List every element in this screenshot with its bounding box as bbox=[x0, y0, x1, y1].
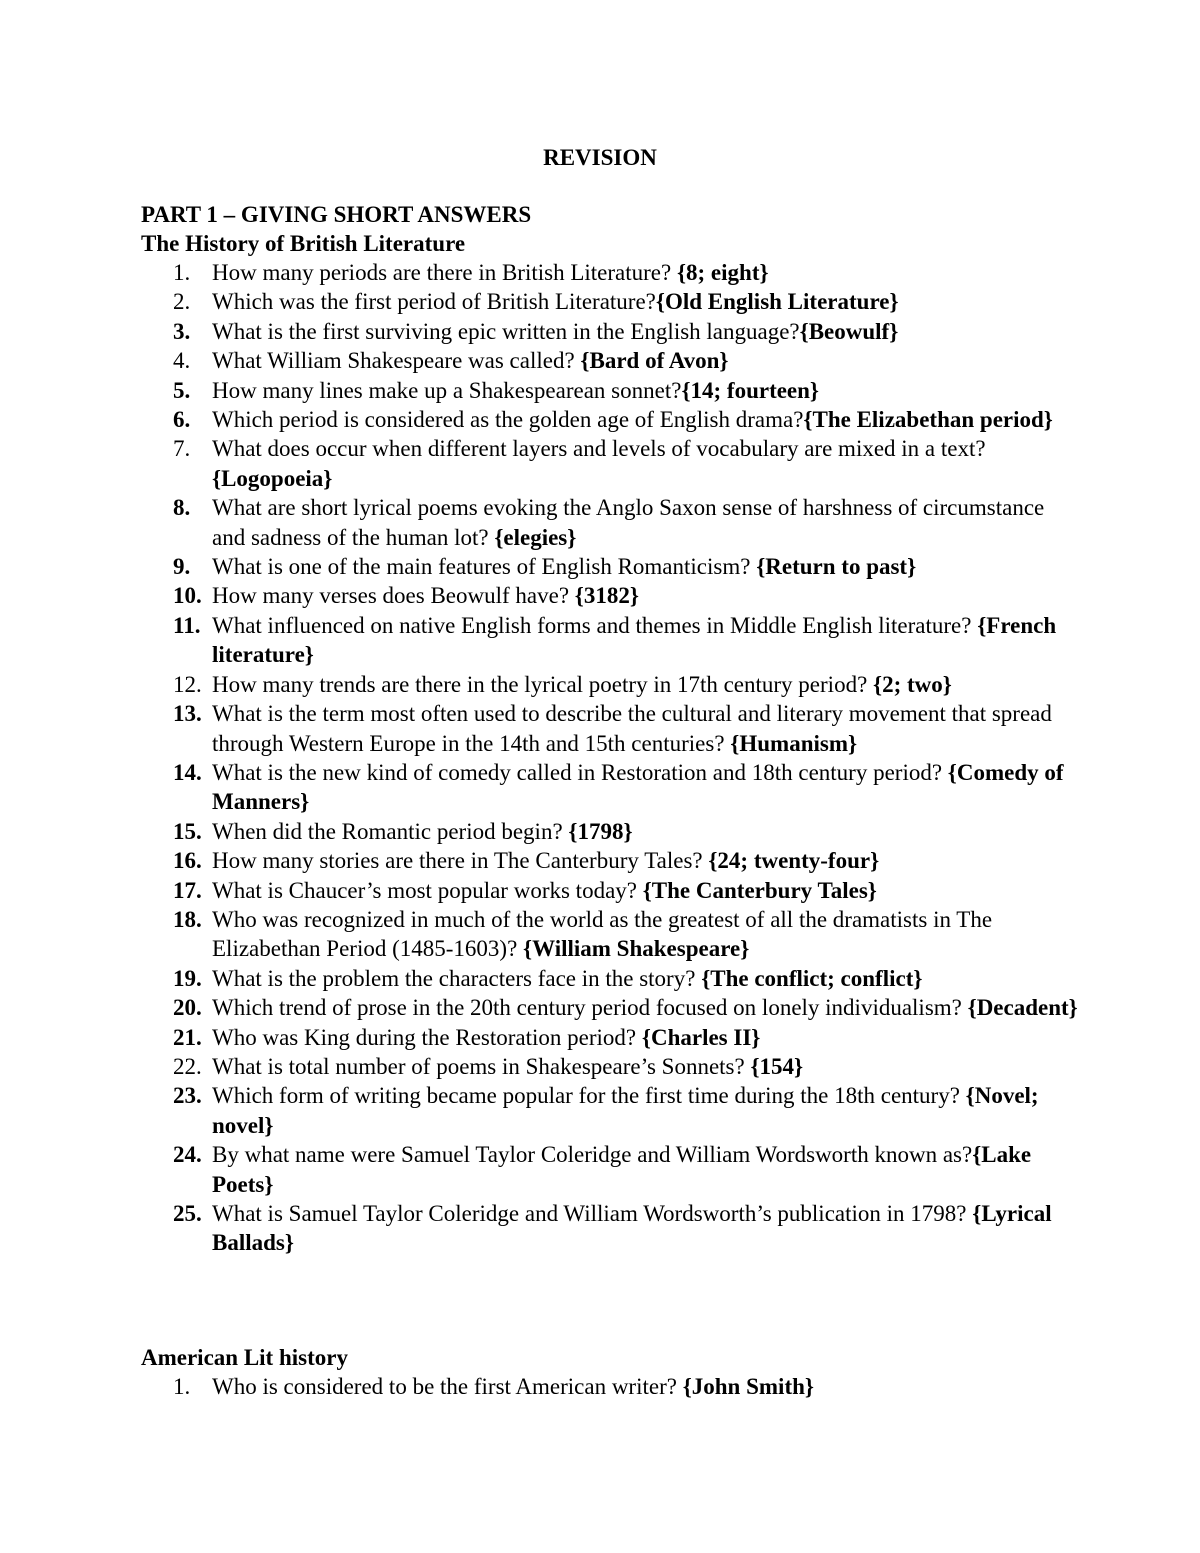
question-text: What are short lyrical poems evoking the Anglo Saxon sense of harshness of circumstance and sadness of the human lot? bbox=[212, 495, 1045, 550]
question-text: By what name were Samuel Taylor Coleridge and William Wordsworth known as? bbox=[212, 1142, 973, 1168]
question-item bbox=[141, 758, 1081, 817]
question-number: 3. bbox=[173, 318, 191, 344]
question-text: What influenced on native English forms and themes in Middle English literature? bbox=[212, 612, 978, 638]
question-answer: {8; eight} bbox=[676, 260, 769, 285]
question-number: 19. bbox=[173, 965, 202, 991]
section-heading: American Lit history bbox=[141, 1345, 348, 1370]
question-number: 13. bbox=[173, 701, 202, 727]
section-american-literature bbox=[141, 1343, 1081, 1401]
question-text: What is the new kind of comedy called in Restoration and 18th century period? bbox=[212, 759, 948, 785]
question-item bbox=[141, 346, 1081, 375]
question-list bbox=[141, 258, 1081, 1258]
question-answer: {Decadent} bbox=[967, 995, 1078, 1021]
question-item bbox=[141, 1052, 1081, 1081]
question-number: 23. bbox=[173, 1083, 202, 1109]
question-number: 25. bbox=[173, 1201, 202, 1226]
question-answer: {The conflict; conflict} bbox=[701, 965, 923, 991]
question-number: 24. bbox=[173, 1142, 202, 1168]
question-item bbox=[141, 258, 1081, 287]
question-item bbox=[141, 552, 1081, 581]
question-number: 17. bbox=[173, 877, 202, 903]
question-number: 2. bbox=[173, 289, 191, 315]
question-answer: {Humanism} bbox=[730, 730, 858, 756]
question-text: Which form of writing became popular for the first time during the 18th century? bbox=[212, 1083, 966, 1109]
document-title: REVISION bbox=[543, 145, 657, 170]
question-text: Who was recognized in much of the world as the greatest of all the dramatists in The Elizabethan Period (1485-1603)? bbox=[212, 906, 993, 962]
question-item bbox=[141, 581, 1081, 610]
question-item bbox=[141, 1140, 1081, 1199]
question-text: Who is considered to be the first American writer? bbox=[212, 1374, 683, 1399]
question-answer: {24; twenty-four} bbox=[708, 848, 880, 874]
question-text: What is Samuel Taylor Coleridge and William Wordsworth’s publication in 1798? bbox=[212, 1201, 973, 1226]
question-answer: {Old English Literature} bbox=[655, 289, 899, 315]
question-number: 11. bbox=[173, 612, 201, 638]
question-answer: {French literature} bbox=[212, 612, 1057, 668]
question-answer: {The Canterbury Tales} bbox=[642, 877, 877, 903]
question-text: Which trend of prose in the 20th century period focused on lonely individualism? bbox=[212, 995, 968, 1021]
question-text: What does occur when different layers and levels of vocabulary are mixed in a text? bbox=[212, 436, 986, 462]
question-item bbox=[141, 876, 1081, 905]
question-item bbox=[141, 287, 1081, 316]
question-text: What William Shakespeare was called? bbox=[212, 348, 581, 374]
section-heading: The History of British Literature bbox=[141, 231, 466, 256]
question-item bbox=[141, 670, 1081, 699]
question-item bbox=[141, 846, 1081, 875]
question-answer: {Return to past} bbox=[756, 554, 917, 580]
question-number: 8. bbox=[173, 495, 191, 521]
question-text: How many stories are there in The Canterbury Tales? bbox=[212, 848, 709, 874]
question-answer: {William Shakespeare} bbox=[523, 936, 750, 962]
question-number: 7. bbox=[173, 436, 191, 462]
question-number: 15. bbox=[173, 818, 202, 844]
question-item bbox=[141, 905, 1081, 964]
question-number: 1. bbox=[173, 1374, 191, 1399]
question-text: How many trends are there in the lyrical poetry in 17th century period? bbox=[212, 671, 874, 697]
question-number: 20. bbox=[173, 995, 202, 1021]
question-number: 5. bbox=[173, 377, 191, 403]
question-list bbox=[141, 1372, 1081, 1401]
question-number: 16. bbox=[173, 848, 202, 874]
question-item bbox=[141, 493, 1081, 552]
question-answer: {Charles II} bbox=[641, 1024, 761, 1050]
question-number: 21. bbox=[173, 1024, 202, 1050]
question-number: 9. bbox=[173, 554, 191, 580]
question-item bbox=[141, 1023, 1081, 1052]
question-answer: {Beowulf} bbox=[799, 318, 899, 344]
question-answer: {3182} bbox=[574, 583, 639, 609]
question-answer: {Comedy of Manners} bbox=[212, 759, 1064, 815]
question-number: 22. bbox=[173, 1053, 202, 1079]
question-item bbox=[141, 376, 1081, 405]
question-number: 4. bbox=[173, 348, 191, 374]
question-text: Which period is considered as the golden age of English drama? bbox=[212, 407, 804, 433]
question-text: Who was King during the Restoration period? bbox=[212, 1024, 642, 1050]
question-item bbox=[141, 317, 1081, 346]
question-text: How many periods are there in British Literature? bbox=[212, 260, 677, 285]
question-number: 14. bbox=[173, 759, 202, 785]
part-heading: PART 1 – GIVING SHORT ANSWERS bbox=[141, 202, 532, 227]
question-number: 1. bbox=[173, 260, 191, 285]
question-number: 12. bbox=[173, 671, 202, 697]
question-item bbox=[141, 611, 1081, 670]
question-text: What is one of the main features of English Romanticism? bbox=[212, 554, 757, 580]
question-item bbox=[141, 1199, 1081, 1258]
question-answer: {1798} bbox=[568, 818, 633, 844]
question-text: What is the term most often used to describe the cultural and literary movement that spread through Western Europe in the 14th and 15th centuries? bbox=[212, 701, 1052, 756]
question-answer: {The Elizabethan period} bbox=[803, 407, 1053, 433]
question-text: What is Chaucer’s most popular works today? bbox=[212, 877, 643, 903]
question-answer: {Novel; novel} bbox=[212, 1083, 1039, 1138]
question-item bbox=[141, 1081, 1081, 1140]
question-item bbox=[141, 405, 1081, 434]
question-item bbox=[141, 993, 1081, 1022]
question-text: Which was the first period of British Literature? bbox=[212, 289, 656, 315]
question-answer: {Bard of Avon} bbox=[580, 348, 729, 374]
question-text: How many lines make up a Shakespearean sonnet? bbox=[212, 377, 682, 403]
question-text: What is the first surviving epic written in the English language? bbox=[212, 318, 800, 344]
question-answer: {Logopoeia} bbox=[212, 465, 333, 491]
question-text: What is total number of poems in Shakespeare’s Sonnets? bbox=[212, 1053, 751, 1079]
question-answer: {Lake Poets} bbox=[212, 1142, 1032, 1197]
question-answer: {2; two} bbox=[873, 671, 952, 697]
question-number: 6. bbox=[173, 407, 191, 433]
question-item bbox=[141, 434, 1081, 493]
question-answer: {14; fourteen} bbox=[681, 377, 819, 403]
section-british-literature bbox=[141, 229, 1081, 1258]
question-answer: {154} bbox=[750, 1053, 804, 1079]
question-item bbox=[141, 817, 1081, 846]
question-item bbox=[141, 699, 1081, 758]
question-text: What is the problem the characters face in the story? bbox=[212, 965, 702, 991]
question-item bbox=[141, 1372, 1081, 1401]
question-text: When did the Romantic period begin? bbox=[212, 818, 569, 844]
question-answer: {Lyrical Ballads} bbox=[212, 1201, 1052, 1256]
question-text: How many verses does Beowulf have? bbox=[212, 583, 575, 609]
question-answer: {John Smith} bbox=[682, 1374, 814, 1399]
question-item bbox=[141, 964, 1081, 993]
question-number: 18. bbox=[173, 906, 202, 932]
question-answer: {elegies} bbox=[494, 524, 577, 550]
question-number: 10. bbox=[173, 583, 202, 609]
